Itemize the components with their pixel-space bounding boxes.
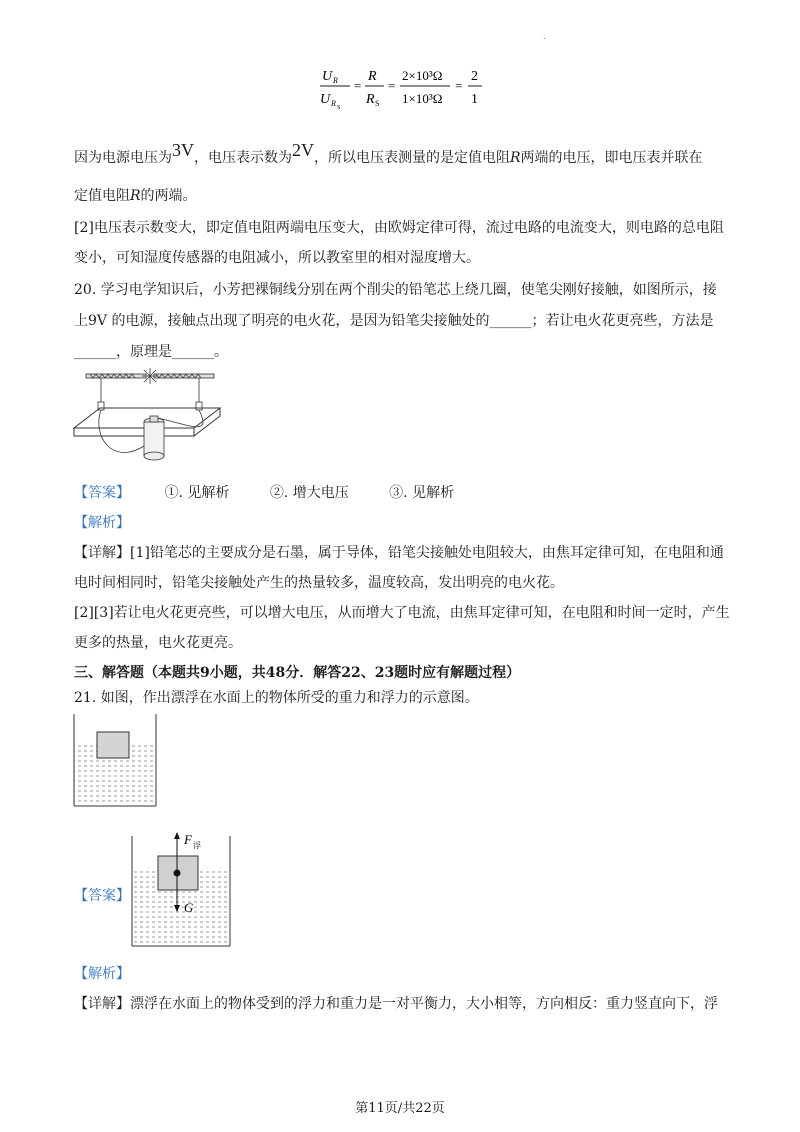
formula-num4: 2 — [471, 69, 478, 84]
formula-den1-sub: R — [331, 99, 336, 108]
formula-den2: R — [366, 92, 375, 107]
answer-label: 【答案】 — [74, 485, 130, 501]
detail-20-line-1: 【详解】[1]铅笔芯的主要成分是石墨，属于导体，铅笔尖接触处电阻较大，由焦耳定律可知，在电阻和通 — [74, 545, 724, 561]
detail-20-line-3: [2][3]若让电火花更亮些，可以增大电压，从而增大了电流，由焦耳定律可知，在电阻和时间一定时，产生 — [74, 605, 730, 621]
explanation-line-3: [2]电压表示数变大，即定值电阻两端电压变大，由欧姆定律可得，流过电路的电流变大，则电路的总电阻 — [74, 220, 724, 236]
answer-21-label: 【答案】 — [74, 888, 130, 904]
analysis-label-21: 【解析】 — [74, 966, 130, 982]
spark-icon — [142, 368, 158, 384]
formula-den1-subsub: S — [337, 105, 341, 110]
explanation-line-2: 定值电阻R的两端。 — [74, 188, 197, 204]
question-21: 21. 如图，作出漂浮在水面上的物体所受的重力和浮力的示意图。 — [74, 690, 479, 706]
formula-den2-sub: S — [375, 99, 380, 108]
formula-num3: 2×10³Ω — [402, 68, 443, 83]
formula-num2: R — [368, 69, 377, 84]
formula-den1: U — [320, 92, 331, 107]
header-mark: . — [543, 32, 546, 41]
analysis-label-20: 【解析】 — [74, 515, 130, 531]
section-3-heading: 三、解答题（本题共9小题，共48分．解答22、23题时应有解题过程） — [74, 665, 521, 681]
explanation-line-4: 变小，可知湿度传感器的电阻减小，所以教室里的相对湿度增大。 — [74, 250, 480, 266]
voltage-ratio-formula — [318, 62, 488, 110]
floating-block-figure — [72, 714, 162, 808]
fraction-u-ratio — [320, 69, 350, 110]
detail-21-line-1: 【详解】漂浮在水面上的物体受到的浮力和重力是一对平衡力，大小相等，方向相反：重力竖直向下，浮 — [74, 996, 718, 1012]
buoyancy-label-sub: 浮 — [193, 841, 201, 850]
explanation-line-1: 因为电源电压为3V，电压表示数为2V，所以电压表测量的是定值电阻R两端的电压，即电压表并联在 — [74, 140, 703, 166]
formula-den3: 1×10³Ω — [402, 91, 443, 106]
floating-block — [97, 732, 129, 758]
question-20-line-2: 上9V 的电源，接触点出现了明亮的电火花，是因为铅笔尖接触处的______；若让电火花更亮些，方法是 — [74, 313, 714, 329]
fraction-values — [400, 68, 450, 106]
formula-num1-sub: R — [333, 76, 338, 85]
formula-num1: U — [322, 69, 333, 84]
question-20-line-3: ______，原理是______。 — [74, 344, 228, 360]
formula-den4: 1 — [471, 92, 478, 107]
page-footer: 第11页/共22页 — [355, 1101, 445, 1116]
formula-eq1: = — [354, 78, 362, 93]
fraction-r-ratio — [365, 69, 384, 108]
voltage-2v: 2V — [292, 140, 314, 160]
force-diagram-figure — [128, 830, 234, 948]
fraction-result — [468, 69, 482, 107]
buoyancy-label: F — [184, 832, 192, 847]
detail-20-line-4: 更多的热量，电火花更亮。 — [74, 635, 242, 651]
formula-eq2: = — [388, 78, 396, 93]
detail-20-line-2: 电时间相同时，铅笔尖接触处产生的热量较多，温度较高，发出明亮的电火花。 — [74, 575, 564, 591]
question-20-line-1: 20. 学习电学知识后，小芳把裸铜线分别在两个削尖的铅笔芯上绕几圈，使笔尖刚好接触，如图所示，接 — [74, 282, 717, 298]
pencil-spark-figure — [72, 366, 222, 466]
gravity-label: G — [184, 900, 194, 915]
formula-eq3: = — [455, 78, 463, 93]
battery-icon — [144, 416, 164, 460]
voltage-3v: 3V — [172, 140, 194, 160]
answer-20: 【答案】 ①. 见解析 ②. 增大电压 ③. 见解析 — [74, 485, 455, 501]
